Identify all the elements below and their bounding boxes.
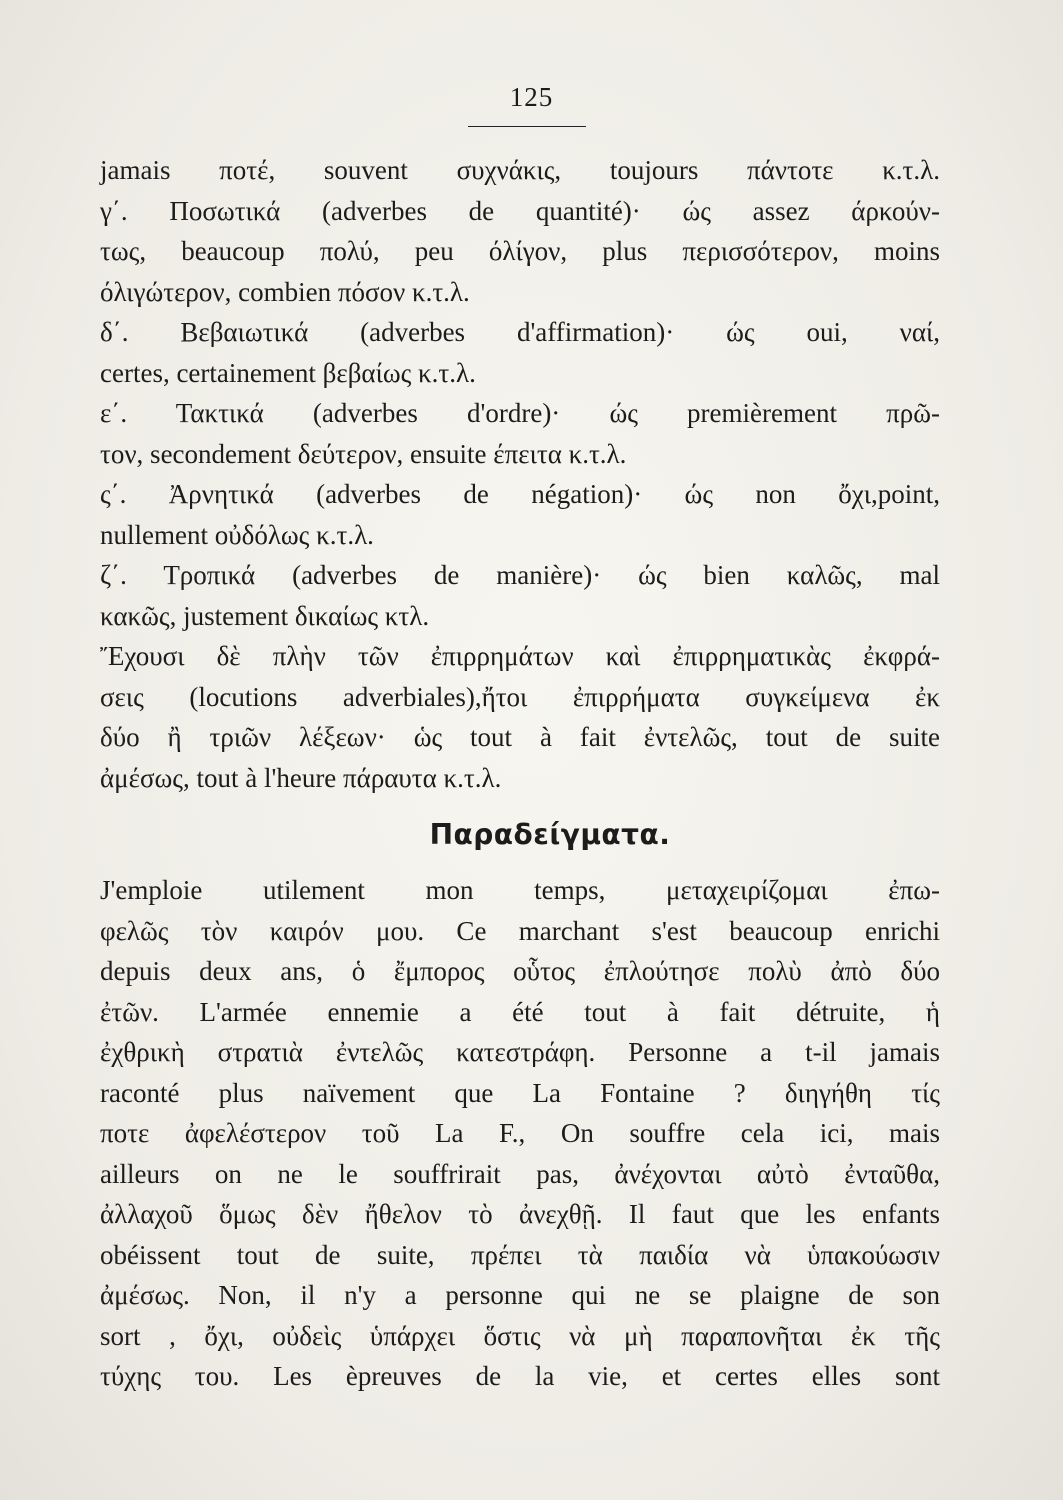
text-line: δύο ἢ τριῶν λέξεων· ὡς tout à fait ἐντελῶς, tout de suite xyxy=(100,722,940,752)
text-line: τον, secondement δεύτερον, ensuite έπειτα κ.τ.λ. xyxy=(100,438,627,469)
page-number: 125 xyxy=(509,82,554,112)
text-line: J'emploie utilement mon temps, μεταχειρίζομαι ἐπω- xyxy=(100,875,940,905)
text-line: φελῶς τὸν καιρόν μου. Ce marchant s'est beaucoup enrichi xyxy=(100,915,940,946)
text-line: δ΄. Βεβαιωτικά (adverbes d'affirmation)· ώς oui, ναί, xyxy=(100,317,940,347)
text-line: sort , ὄχι, οὐδεὶς ὑπάρχει ὅστις νὰ μὴ παραπονῆται ἐκ τῆς xyxy=(100,1320,940,1351)
text-line: certes, certainement βεβαίως κ.τ.λ. xyxy=(100,357,476,388)
text-line: κακῶς, justement δικαίως κτλ. xyxy=(100,600,430,631)
text-line: όλιγώτερον, combien πόσον κ.τ.λ. xyxy=(100,276,470,307)
text-line: nullement οὐδόλως κ.τ.λ. xyxy=(100,519,374,550)
text-line: ἀμέσως, tout à l'heure πάραυτα κ.τ.λ. xyxy=(100,762,502,793)
adverb-list-section xyxy=(100,150,940,798)
text-line: ἐτῶν. L'armée ennemie a été tout à fait détruite, ἡ xyxy=(100,996,940,1027)
page-number-rule xyxy=(468,126,586,127)
text-line: jamais ποτέ, souvent συχνάκις, toujours πάντοτε κ.τ.λ. xyxy=(100,155,940,185)
text-line: raconté plus naïvement que La Fontaine ? διηγήθη τίς xyxy=(100,1077,940,1108)
text-line: ποτε ἀφελέστερον τοῦ La F., On souffre cela ici, mais xyxy=(100,1118,940,1148)
text-line: obéissent tout de suite, πρέπει τὰ παιδία νὰ ὑπακούωσιν xyxy=(100,1239,940,1270)
text-line: ς΄. Ἀρνητικά (adverbes de négation)· ώς non ὄχι,point, xyxy=(100,479,940,509)
text-line: Ἔχουσι δὲ πλὴν τῶν ἐπιρρημάτων καὶ ἐπιρρηματικὰς ἐκφρά- xyxy=(100,641,940,671)
text-line: ἀμέσως. Non, il n'y a personne qui ne se plaigne de son xyxy=(100,1280,940,1310)
text-line: τύχης του. Les èpreuves de la vie, et certes elles sont xyxy=(100,1361,940,1391)
page-body xyxy=(100,150,940,1397)
text-line: σεις (locutions adverbiales),ἤτοι ἐπιρρήματα συγκείμενα ἐκ xyxy=(100,681,940,712)
text-line: τως, beaucoup πολύ, peu όλίγον, plus περισσότερον, moins xyxy=(100,236,940,266)
text-line: ailleurs on ne le souffrirait pas, ἀνέχονται αὐτὸ ἐνταῦθα, xyxy=(100,1158,940,1189)
section-heading: Παραδείγματα. xyxy=(429,818,671,851)
examples-section xyxy=(100,870,940,1397)
text-line: ζ΄. Τροπικά (adverbes de manière)· ώς bien καλῶς, mal xyxy=(100,560,940,590)
text-line: γ΄. Ποσωτικά (adverbes de quantité)· ώς assez άρκούν- xyxy=(100,195,940,226)
text-line: ἀλλαχοῦ ὅμως δὲν ἤθελον τὸ ἀνεχθῇ. Il faut que les enfants xyxy=(100,1199,940,1229)
text-line: ε΄. Τακτικά (adverbes d'ordre)· ώς premièrement πρῶ- xyxy=(100,398,940,428)
text-line: ἐχθρικὴ στρατιὰ ἐντελῶς κατεστράφη. Personne a t-il jamais xyxy=(100,1037,940,1067)
text-line: depuis deux ans, ὁ ἔμπορος οὗτος ἐπλούτησε πολὺ ἀπὸ δύο xyxy=(100,956,940,986)
